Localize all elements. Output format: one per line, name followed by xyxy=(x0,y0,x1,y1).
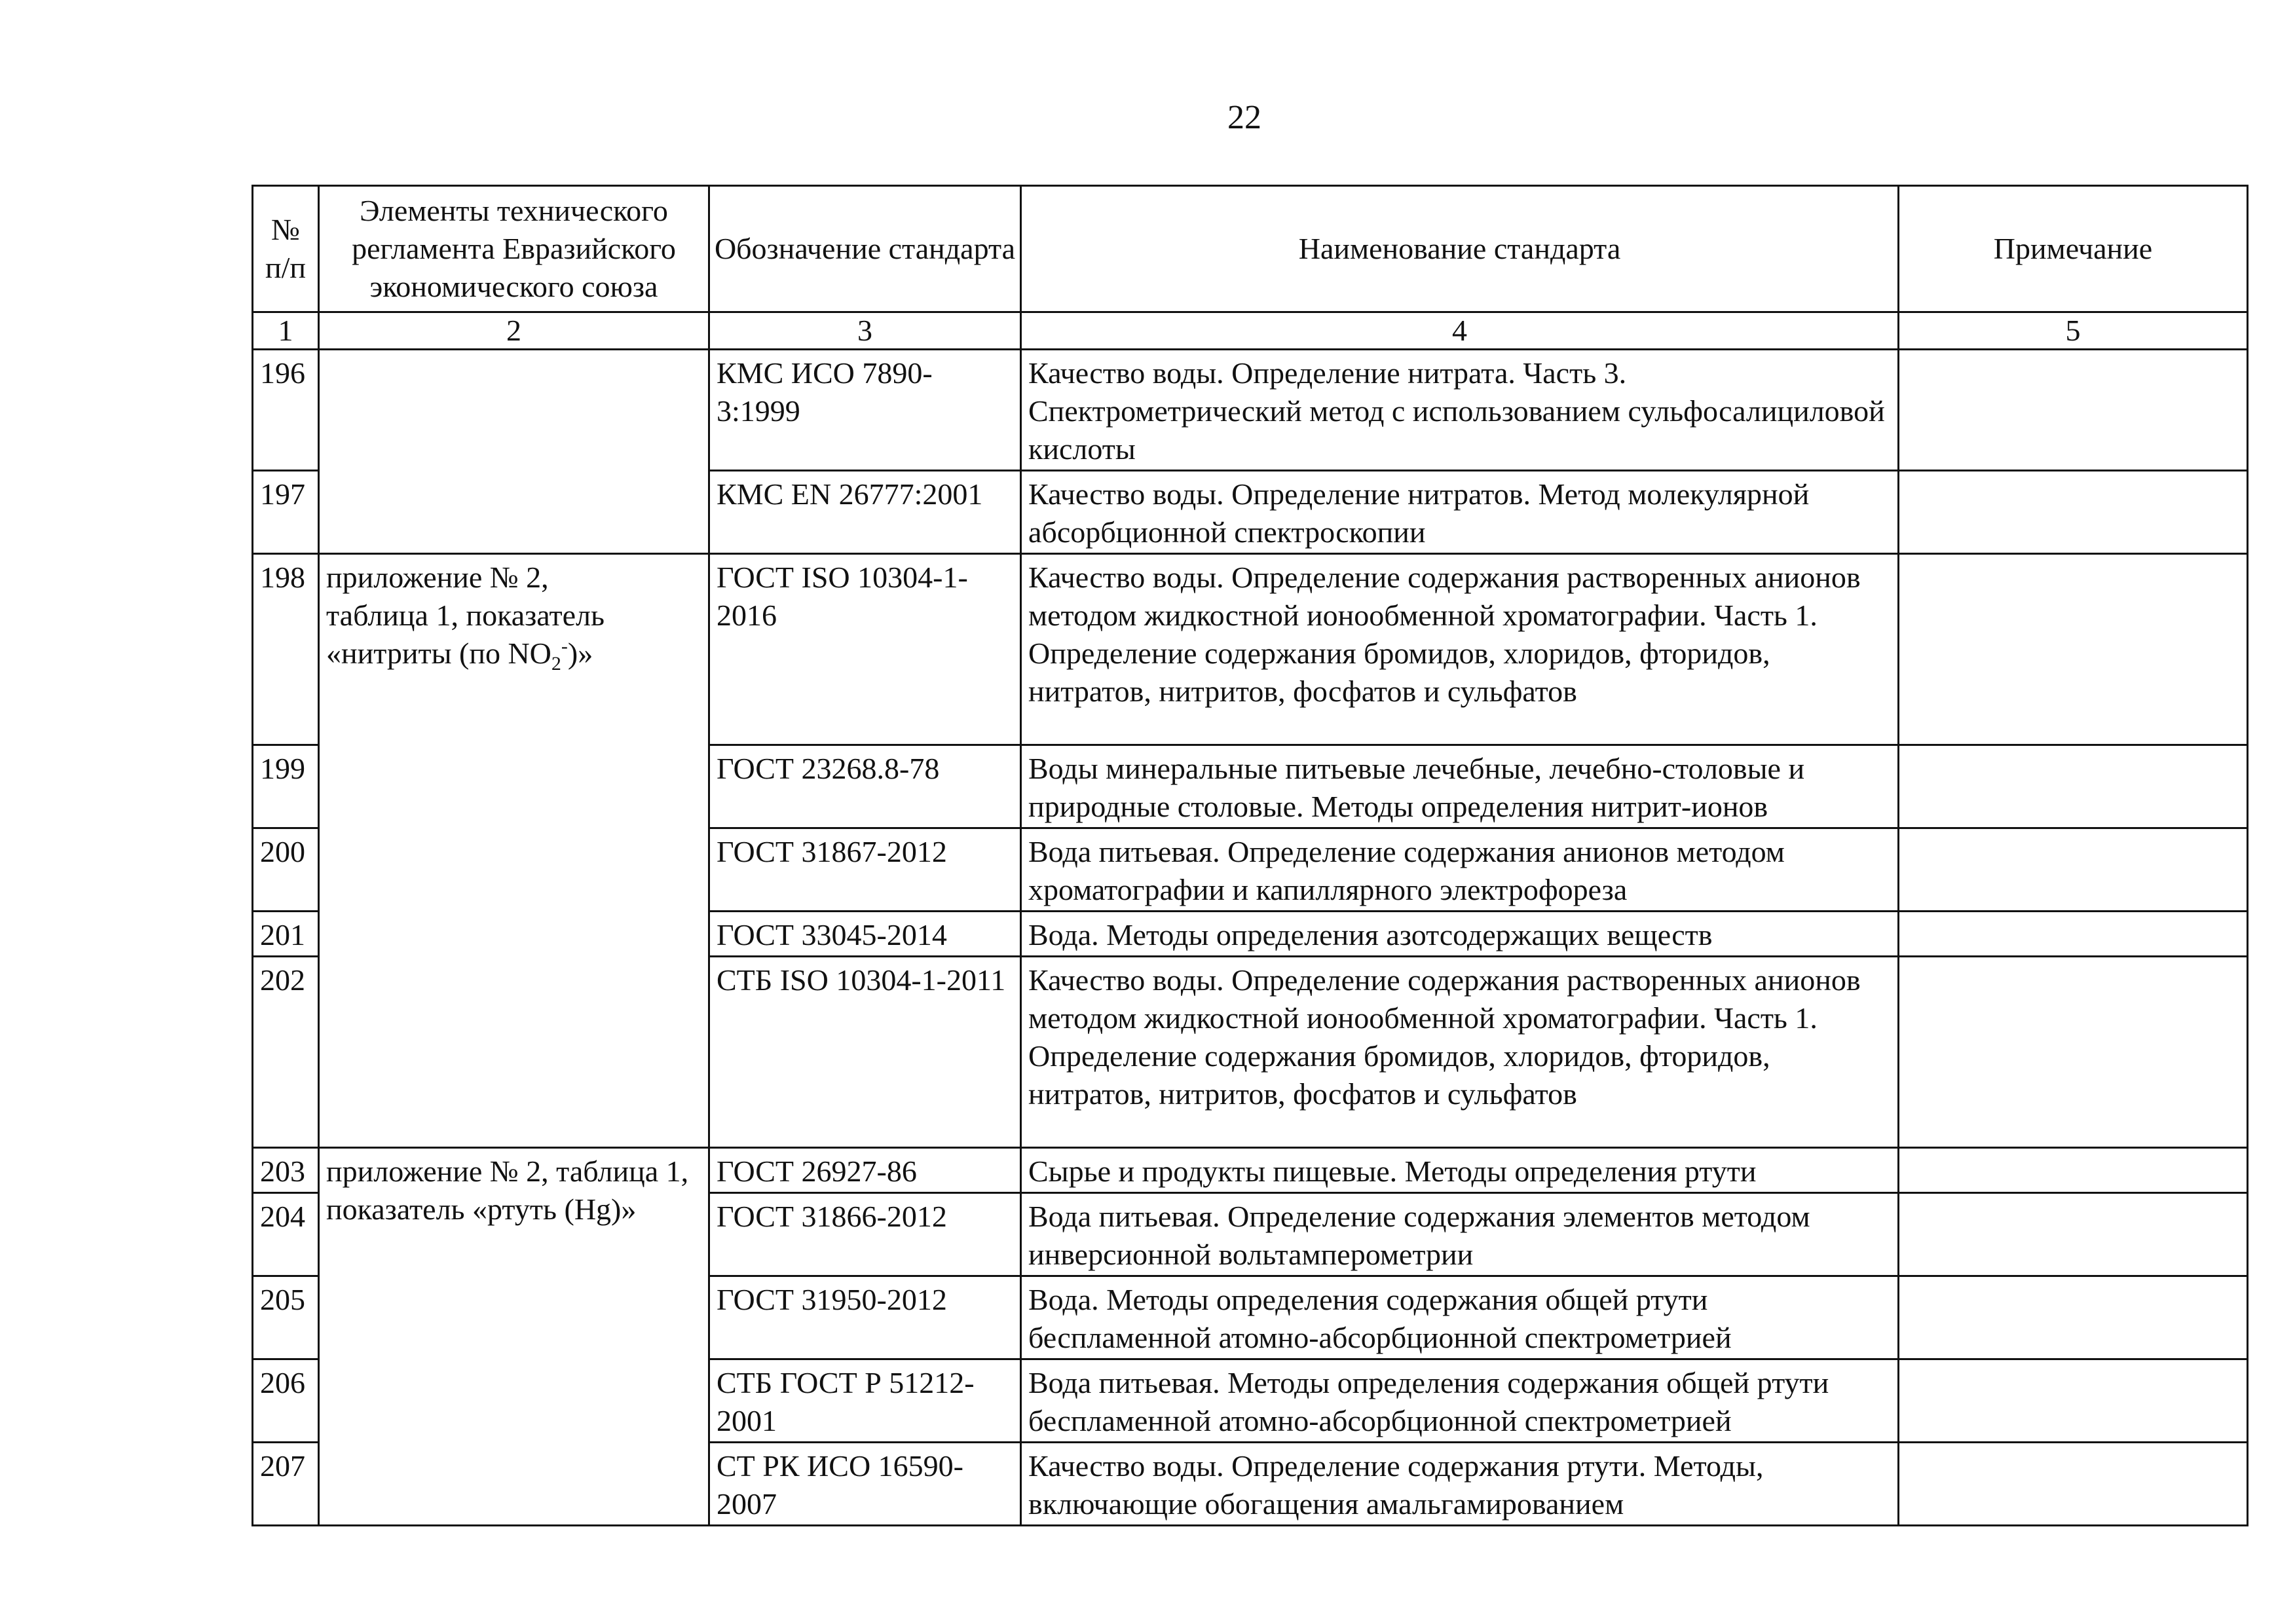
note-cell xyxy=(1899,957,2248,1148)
row-number: 198 xyxy=(253,554,319,745)
table-row xyxy=(253,554,2248,745)
column-number: 1 xyxy=(253,312,319,350)
name-cell: Качество воды. Определение содержания растворенных анионов методом жидкостной ионообменной хроматографии. Часть 1. Определение содержания бромидов, хлоридов, фторидов, нитратов, нитритов, фосфатов и сульфатов xyxy=(1021,554,1899,745)
designation-cell: СТБ ISO 10304-1-2011 xyxy=(709,957,1021,1148)
element-cell-empty xyxy=(319,350,709,554)
column-number: 4 xyxy=(1021,312,1899,350)
row-number: 200 xyxy=(253,828,319,912)
note-cell xyxy=(1899,554,2248,745)
column-number: 5 xyxy=(1899,312,2248,350)
row-number: 207 xyxy=(253,1443,319,1526)
element-line: таблица 1, показатель xyxy=(326,599,605,632)
name-cell: Вода питьевая. Определение содержания элементов методом инверсионной вольтамперометрии xyxy=(1021,1193,1899,1276)
row-number: 197 xyxy=(253,471,319,554)
name-cell: Вода. Методы определения азотсодержащих веществ xyxy=(1021,912,1899,957)
note-cell xyxy=(1899,1359,2248,1443)
note-cell xyxy=(1899,1443,2248,1526)
designation-cell: СТ РК ИСО 16590-2007 xyxy=(709,1443,1021,1526)
designation-cell: ГОСТ 31866-2012 xyxy=(709,1193,1021,1276)
row-number: 196 xyxy=(253,350,319,471)
page-number: 22 xyxy=(1227,99,1261,136)
element-cell-mercury: приложение № 2, таблица 1, показатель «ртуть (Hg)» xyxy=(319,1148,709,1526)
header-name: Наименование стандарта xyxy=(1021,186,1899,312)
row-number: 201 xyxy=(253,912,319,957)
note-cell xyxy=(1899,828,2248,912)
column-number-row xyxy=(253,312,2248,350)
element-text: «нитриты (по NO xyxy=(326,637,551,670)
element-line: приложение № 2, xyxy=(326,561,549,594)
name-cell: Вода питьевая. Определение содержания анионов методом хроматографии и капиллярного электрофореза xyxy=(1021,828,1899,912)
header-element: Элементы технического регламента Евразийского экономического союза xyxy=(319,186,709,312)
note-cell xyxy=(1899,350,2248,471)
designation-cell: ГОСТ ISO 10304-1-2016 xyxy=(709,554,1021,745)
name-cell: Вода. Методы определения содержания общей ртути беспламенной атомно-абсорбционной спектрометрией xyxy=(1021,1276,1899,1359)
element-text: )» xyxy=(567,637,593,670)
header-row xyxy=(253,186,2248,312)
note-cell xyxy=(1899,1276,2248,1359)
designation-cell: СТБ ГОСТ Р 51212-2001 xyxy=(709,1359,1021,1443)
name-cell: Качество воды. Определение содержания ртути. Методы, включающие обогащения амальгамированием xyxy=(1021,1443,1899,1526)
element-cell-nitrites xyxy=(319,554,709,1148)
note-cell xyxy=(1899,912,2248,957)
row-number: 199 xyxy=(253,745,319,828)
row-number: 203 xyxy=(253,1148,319,1193)
name-cell: Качество воды. Определение нитратов. Метод молекулярной абсорбционной спектроскопии xyxy=(1021,471,1899,554)
note-cell xyxy=(1899,745,2248,828)
element-superscript: - xyxy=(561,635,568,657)
designation-cell: КМС ИСО 7890-3:1999 xyxy=(709,350,1021,471)
name-cell: Вода питьевая. Методы определения содержания общей ртути беспламенной атомно-абсорбционной спектрометрией xyxy=(1021,1359,1899,1443)
name-cell: Сырье и продукты пищевые. Методы определения ртути xyxy=(1021,1148,1899,1193)
element-line xyxy=(326,635,701,673)
table-row xyxy=(253,1148,2248,1193)
note-cell xyxy=(1899,1193,2248,1276)
header-note: Примечание xyxy=(1899,186,2248,312)
designation-cell: КМС EN 26777:2001 xyxy=(709,471,1021,554)
note-cell xyxy=(1899,471,2248,554)
row-number: 205 xyxy=(253,1276,319,1359)
name-cell: Качество воды. Определение нитрата. Часть 3. Спектрометрический метод с использованием сульфосалициловой кислоты xyxy=(1021,350,1899,471)
header-num: № п/п xyxy=(253,186,319,312)
designation-cell: ГОСТ 33045-2014 xyxy=(709,912,1021,957)
name-cell: Воды минеральные питьевые лечебные, лечебно-столовые и природные столовые. Методы определения нитрит-ионов xyxy=(1021,745,1899,828)
designation-cell: ГОСТ 23268.8-78 xyxy=(709,745,1021,828)
column-number: 2 xyxy=(319,312,709,350)
column-number: 3 xyxy=(709,312,1021,350)
row-number: 204 xyxy=(253,1193,319,1276)
name-cell: Качество воды. Определение содержания растворенных анионов методом жидкостной ионообменной хроматографии. Часть 1. Определение содержания бромидов, хлоридов, фторидов, нитратов, нитритов, фосфатов и сульфатов xyxy=(1021,957,1899,1148)
standards-table xyxy=(252,185,2248,1526)
table-row xyxy=(253,350,2248,471)
header-designation: Обозначение стандарта xyxy=(709,186,1021,312)
designation-cell: ГОСТ 31950-2012 xyxy=(709,1276,1021,1359)
element-subscript: 2 xyxy=(551,653,561,675)
designation-cell: ГОСТ 26927-86 xyxy=(709,1148,1021,1193)
row-number: 202 xyxy=(253,957,319,1148)
designation-cell: ГОСТ 31867-2012 xyxy=(709,828,1021,912)
row-number: 206 xyxy=(253,1359,319,1443)
note-cell xyxy=(1899,1148,2248,1193)
